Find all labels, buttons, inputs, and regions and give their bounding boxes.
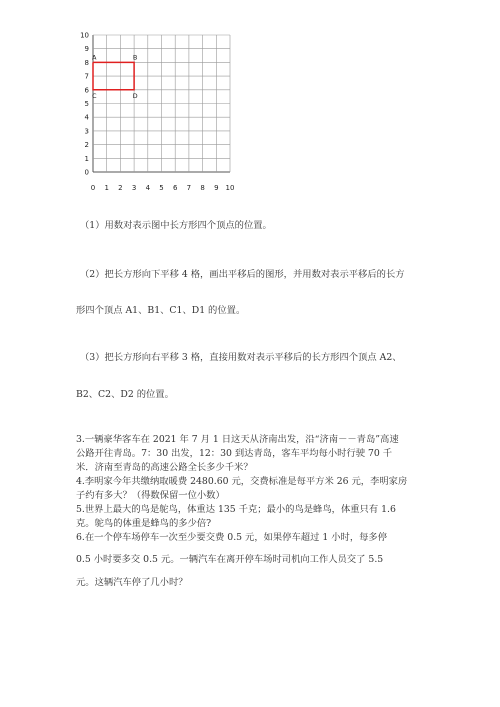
q2-part3-line2: B2、C2、D2 的位置。: [76, 389, 174, 400]
x-tick-label: 3: [131, 184, 137, 192]
y-tick-label: 2: [84, 141, 89, 150]
point-label-c: C: [92, 91, 97, 100]
q6-line1: 6.在一个停车场停车一次至少要交费 0.5 元，如果停车超过 1 小时，每多停: [76, 532, 388, 543]
q3-line3: 米．济南至青岛的高速公路全长多少千米？: [76, 462, 253, 473]
x-tick-label: 8: [200, 184, 205, 192]
q3-line1: 3.一辆豪华客车在 2021 年 7 月 1 日这天从济南出发，沿“济南－－青岛”高速: [76, 434, 399, 445]
x-tick-label: 9: [214, 184, 219, 192]
q6-line2: 0.5 小时要多交 0.5 元。一辆汽车在离开停车场时司机向工作人员交了 5.5: [76, 554, 384, 565]
y-tick-label: 9: [84, 45, 89, 54]
q5-line1: 5.世界上最大的鸟是鸵鸟，体重达 135 千克；最小的鸟是蜂鸟，体重只有 1.6: [76, 504, 396, 515]
q3-line2: 公路开往青岛。7：30 出发，12：30 到达青岛，客车平均每小时行驶 70 千: [76, 448, 393, 459]
q2-part3-line1: （3）把长方形向右平移 3 格，直接用数对表示平移后的长方形四个顶点 A2、: [80, 352, 402, 363]
q6-line3: 元。这辆汽车停了几小时？: [76, 577, 188, 588]
point-label-d: D: [132, 91, 138, 100]
q2-part1: （1）用数对表示图中长方形四个顶点的位置。: [80, 220, 272, 231]
x-tick-label: 4: [145, 184, 151, 192]
q2-part2-line2: 形四个顶点 A1、B1、C1、D1 的位置。: [76, 305, 246, 316]
y-tick-label: 1: [84, 154, 89, 163]
x-tick-label: 10: [225, 184, 235, 192]
q5-line2: 克。鸵鸟的体重是蜂鸟的多少倍?: [76, 518, 212, 529]
x-tick-label: 1: [104, 184, 109, 192]
q4-line2: 子约有多大？（得数保留一位小数）: [76, 490, 225, 501]
x-tick-label: 5: [159, 184, 164, 192]
x-tick-label: 2: [118, 184, 123, 192]
grid-figure: [72, 31, 242, 198]
x-tick-label: 7: [186, 184, 192, 192]
coordinate-grid: [72, 31, 242, 198]
point-label-b: B: [132, 53, 138, 62]
y-tick-label: 7: [84, 72, 89, 81]
y-tick-label: 5: [84, 100, 89, 108]
y-tick-label: 8: [84, 58, 89, 67]
x-tick-label: 0: [90, 184, 96, 192]
y-tick-label: 3: [84, 127, 89, 136]
y-tick-label: 0: [84, 168, 89, 177]
y-tick-label: 10: [80, 31, 89, 40]
x-tick-label: 6: [172, 184, 178, 192]
q4-line1: 4.李明家今年共缴纳取暖费 2480.60 元，交费标准是每平方米 26 元，李明家房: [76, 476, 408, 487]
y-tick-label: 4: [84, 113, 89, 122]
point-label-a: A: [92, 53, 97, 62]
q2-part2-line1: （2）把长方形向下平移 4 格，画出平移后的图形，并用数对表示平移后的长方: [80, 269, 405, 280]
y-tick-label: 6: [84, 86, 89, 95]
